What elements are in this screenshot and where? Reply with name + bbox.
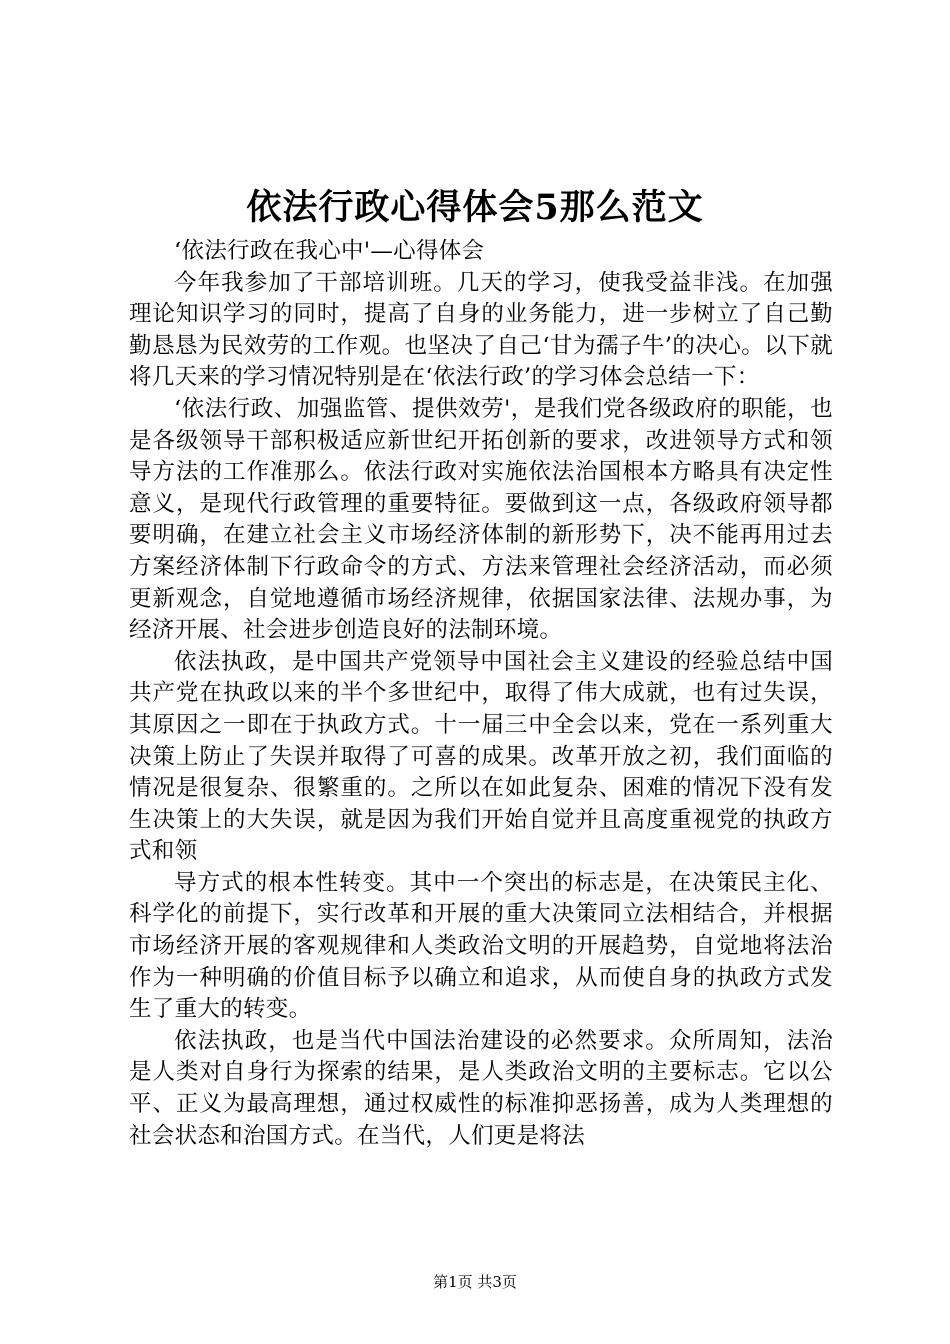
paragraph: ‘依法行政、加强监管、提供效劳'，是我们党各级政府的职能，也是各级领导干部积极适应新世纪开拓创新的要求，改进领导方式和领导方法的工作准那么。依法行政对实施依法治国根本方略具有决定性意义，是现代行政管理的重要特征。要做到这一点，各级政府领导都要明确，在建立社会主义市场经济体制的新形势下，决不能再用过去方案经济体制下行政命令的方式、方法来管理社会经济活动，而必须更新观念，自觉地遵循市场经济规律，依据国家法律、法规办事，为经济开展、社会进步创造良好的法制环境。 <box>129 395 833 644</box>
paragraph: 今年我参加了干部培训班。几天的学习，使我受益非浅。在加强理论知识学习的同时，提高了自身的业务能力，进一步树立了自己勤勤恳恳为民效劳的工作观。也坚决了自己‘甘为孺子牛’的决心。以下就将几天来的学习情况特别是在‘依法行政’的学习体会总结一下： <box>129 269 833 391</box>
document-body <box>129 236 833 1152</box>
document-title: 依法行政心得体会5那么范文 <box>246 187 704 228</box>
paragraph: 依法执政，也是当代中国法治建设的必然要求。众所周知，法治是人类对自身行为探索的结果，是人类政治文明的主要标志。它以公平、正义为最高理想，通过权威性的标准抑恶扬善，成为人类理想的社会状态和治国方式。在当代，人们更是将法 <box>129 1027 833 1149</box>
paragraph: 导方式的根本性转变。其中一个突出的标志是，在决策民主化、科学化的前提下，实行改革和开展的重大决策同立法相结合，并根据市场经济开展的客观规律和人类政治文明的开展趋势，自觉地将法治作为一种明确的价值目标予以确立和追求，从而使自身的执政方式发生了重大的转变。 <box>129 869 833 1023</box>
page-footer: 第1页 共3页 <box>433 1273 517 1291</box>
paragraph: 依法执政，是中国共产党领导中国社会主义建设的经验总结中国共产党在执政以来的半个多世纪中，取得了伟大成就，也有过失误，其原因之一即在于执政方式。十一届三中全会以来，党在一系列重大决策上防止了失误并取得了可喜的成果。改革开放之初，我们面临的情况是很复杂、很繁重的。之所以在如此复杂、困难的情况下没有发生决策上的大失误，就是因为我们开始自觉并且高度重视党的执政方式和领 <box>129 648 833 865</box>
document-subtitle: ‘依法行政在我心中'—心得体会 <box>174 238 485 264</box>
